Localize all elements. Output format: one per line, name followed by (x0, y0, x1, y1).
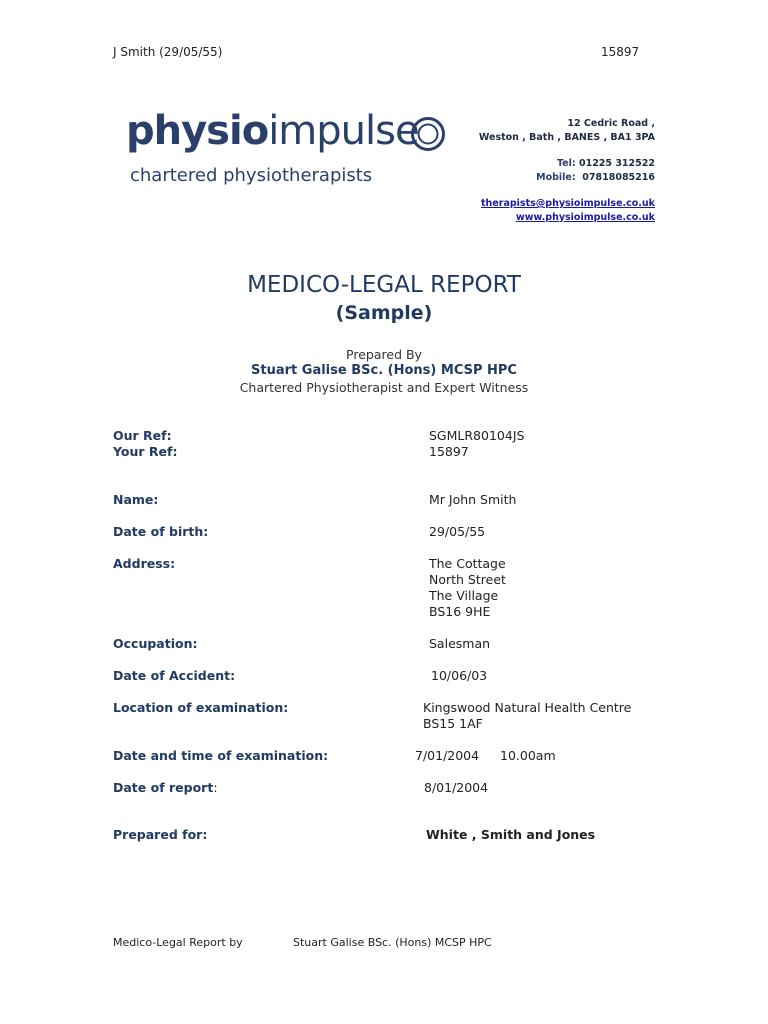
dob-value: 29/05/55 (429, 524, 486, 539)
address-line-1: 12 Cedric Road , (567, 118, 655, 129)
location-line-1: Kingswood Natural Health Centre (423, 700, 632, 715)
logo-wordmark (126, 108, 419, 154)
location-line-2: BS15 1AF (423, 716, 483, 731)
location-value (423, 700, 631, 732)
email-link[interactable]: therapists@physioimpulse.co.uk (481, 198, 655, 209)
address-value (429, 556, 506, 620)
report-date-value: 8/01/2004 (424, 780, 489, 795)
exam-date-value: 7/01/2004 (415, 748, 480, 763)
occupation-label: Occupation: (113, 636, 198, 651)
logo-subtitle: chartered physiotherapists (130, 165, 373, 186)
accident-date-label: Date of Accident: (113, 668, 236, 683)
accident-date-value: 10/06/03 (431, 668, 488, 683)
mobile-value: 07818085216 (582, 171, 655, 183)
report-date-colon: : (213, 780, 218, 795)
our-ref-value: SGMLR80104JS (429, 428, 525, 443)
prepared-for-label: Prepared for: (113, 827, 208, 842)
prepared-by-label: Prepared By (346, 347, 422, 362)
logo-word-regular: impulse (268, 108, 419, 154)
preparer-role: Chartered Physiotherapist and Expert Witness (239, 380, 529, 395)
dob-label: Date of birth: (113, 524, 209, 539)
location-label: Location of examination: (113, 700, 289, 715)
report-subtitle: (Sample) (335, 302, 433, 324)
mobile-label: Mobile: (536, 171, 576, 183)
name-label: Name: (113, 492, 159, 507)
our-ref-label: Our Ref: (113, 428, 172, 443)
report-date-label (113, 780, 218, 795)
footer-left: Medico-Legal Report by (113, 936, 243, 949)
tel-line (395, 157, 655, 171)
report-title: MEDICO-LEGAL REPORT (247, 272, 521, 298)
website-link[interactable]: www.physioimpulse.co.uk (515, 211, 655, 223)
your-ref-value: 15897 (429, 444, 469, 459)
header-patient: J Smith (29/05/55) (113, 45, 223, 59)
exam-datetime-label: Date and time of examination: (113, 748, 329, 763)
address-line-2: Weston , Bath , BANES , BA1 3PA (478, 131, 655, 143)
company-logo (126, 108, 419, 154)
tel-label: Tel: (556, 158, 576, 169)
exam-time-value: 10.00am (500, 748, 556, 763)
report-date-label-text: Date of report (113, 780, 214, 795)
address-line: BS16 9HE (429, 604, 491, 619)
your-ref-label: Your Ref: (113, 444, 178, 459)
tel-value: 01225 312522 (578, 158, 655, 169)
footer-right: Stuart Galise BSc. (Hons) MCSP HPC (293, 936, 492, 949)
header-reference: 15897 (601, 45, 640, 59)
name-value: Mr John Smith (429, 492, 517, 507)
contact-block (395, 117, 655, 224)
occupation-value: Salesman (429, 636, 491, 651)
address-line: The Village (429, 588, 499, 603)
preparer-name: Stuart Galise BSc. (Hons) MCSP HPC (251, 363, 517, 378)
prepared-for-value: White , Smith and Jones (426, 827, 596, 842)
address-line: The Cottage (429, 556, 506, 571)
address-line: North Street (429, 572, 506, 587)
logo-word-bold: physio (126, 108, 269, 154)
address-label: Address: (113, 556, 176, 571)
mobile-line (395, 171, 655, 185)
